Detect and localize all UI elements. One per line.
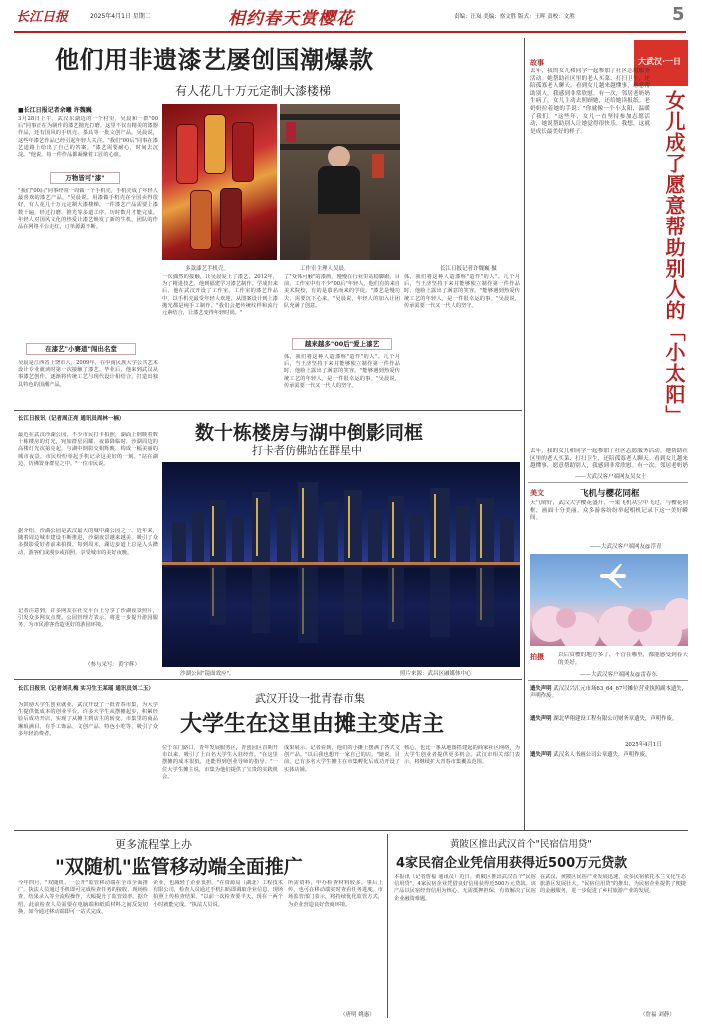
- editors-line: 责编：汪岚 美编：察文胜 版式：王晖 责校：文胜: [454, 14, 575, 20]
- article3-title: 大学生在这里由摊主变店主: [180, 712, 445, 737]
- section-title: 相约春天赏樱花: [228, 9, 354, 29]
- article5-credit: （詹福 刘静）: [640, 1012, 675, 1018]
- article1-subtitle: 有人花几十万元定制大漆楼梯: [175, 84, 332, 98]
- notice-2-text: 湖北华翔建设工程有限公司财务章遗失，声明作废。: [553, 716, 678, 722]
- mei-title: 飞机与樱花同框: [580, 489, 640, 499]
- article1-body-3: 吴晨是江西省上饶市人，2009年，在中南民族大学公共艺术设计专业就读时第一次接触了漆艺。毕业后，他来到武汉从事漆艺创作，逐渐将传统工艺与现代设计相结合，打造出独具特色的国潮产品。: [18, 360, 158, 388]
- photo3-credit: 照片来源：武昌区融媒体中心: [400, 671, 472, 677]
- article1-body-5: 了"众体可触"的漆画，慢慢在行业里站稳脚跟。目前，工作室中有不少"00后"年轻人，他们有的来自美术院校，有的是慕名而来的学徒。"漆艺是慢功夫，需要沉下心来。"吴晨说，年轻人的加入让团队充满了创意。: [284, 274, 400, 309]
- divider-a2: [14, 679, 522, 680]
- article2-body-1: 最近在武汉沙湖公园，不少市民打卡拍照，湖面上倒映着数十栋楼房的灯光，宛如群星闪耀。夜幕降临时，沙湖周边的高楼灯光次第亮起，与湖中倒影交相辉映，构成一幅美丽的城市夜景。市民纷纷举起手机记录这美好的一刻。"站在湖边，仿佛置身群星之中。"一位市民说。: [18, 432, 158, 467]
- article2-body-3: 记者注意到，许多网友在社交平台上分享了沙湖夜景照片，引发众多网友点赞。公园管理方表示，将进一步提升游园服务，为市民游客营造更好的游园环境。: [18, 608, 158, 629]
- photo-label: 拍摄: [530, 652, 544, 661]
- studio-owner-photo: [280, 104, 400, 260]
- article1-body-7: 体，我们将这种人造漆称"造作"的人"。几个月后，当王济坚持下来并能够独立制作第一件作品时，他脸上露出了满意的笑容。"能够遇到热爱传统工艺的年轻人，是一件很幸运的事。"吴晨说，传承需要一代又一代人的坚守。: [404, 274, 520, 309]
- notice-3-text: 武汉名人书画公司公章遗失，声明作废。: [553, 752, 651, 758]
- photo3-caption: 沙湖公园"镜面效应"。: [180, 671, 235, 677]
- notice-1-label: 遗失声明: [530, 686, 552, 692]
- article4-credit: （唐明 姚惠）: [340, 1012, 375, 1018]
- sidebar-divider: [524, 38, 525, 830]
- article3-body-3: 成果展示，记者看到，他们的小摊上摆满了各式文创产品。"以后我也想开一家自己的店。"她说。目前，已有多名大学生摊主在市集孵化后成功开设了实体店铺。: [284, 745, 400, 773]
- article4-title: "双随机"监管移动端全面推广: [55, 856, 303, 878]
- mei-body: 天气晴好，武汉大学樱花盛开，一架飞机从空中飞过，与樱花同框，画面十分美丽。众多游客纷纷举起相机记录下这一美好瞬间。: [530, 500, 688, 522]
- photo1-caption: 多款漆艺手机壳。: [185, 266, 230, 272]
- article5-body-1: 本报讯（记者詹福 通讯员）近日，黄陂区推出武汉首个"民宿信用贷"，4家民宿企业凭借良好信用获得近500万元贷款。该产品以民宿经营信用为核心，无需抵押担保，有效解决了民宿企业融资难题。: [394, 874, 536, 902]
- article1-byline: ■长江日报记者余曦 许魏巍: [18, 107, 92, 114]
- article4-body-3: 所需资料，申办检查材料较多。事后上传，也可在移动端实时查看任务进度。市场监管部门表示，将持续优化监管方式，为企业营造良好营商环境。: [288, 880, 383, 908]
- notice-date: 2025年4月1日: [625, 742, 662, 748]
- article5-title: 4家民宿企业凭信用获得近500万元贷款: [396, 856, 628, 871]
- sha-lake-night-photo: [162, 462, 520, 667]
- divider-a1: [14, 410, 522, 411]
- story-text: 去年，我的女儿和同学一起参加了社区志愿服务活动。她帮助社区里的老人买菜、打扫卫生，还陪孤寡老人聊天。看到女儿越来越懂事，愿意帮助别人，我感到非常欣慰。有一次，邻居老奶奶生病了，女儿主动去照顾她，还给她读报纸。老奶奶拉着她的手说："你就像一个小太阳，温暖了我们。"这些年，女儿一直坚持参加志愿活动，她说帮助别人让她觉得很快乐。我想，这就是成长最美好的样子。: [530, 68, 650, 135]
- article3-byline: 长江日报讯（记者刘孔梅 实习生王某瑶 通讯员刘二玉）: [18, 686, 154, 692]
- article3-kicker: 武汉开设一批青春市集: [255, 692, 365, 705]
- article2-body-2: 据介绍，沙湖公园是武汉最大的城中湖公园之一。近年来，随着周边城市建设不断推进，沙湖夜景越来越美，吸引了众多摄影爱好者前来拍摄。每到周末，湖边步道上总是人头攒动，游客们或漫步或拍照，享受城市的美好夜晚。: [18, 528, 158, 556]
- notice-2-label: 遗失声明: [530, 716, 552, 722]
- skyline-graphic: [162, 462, 520, 667]
- photo2-caption: 工作室主理人吴晨。: [300, 266, 350, 272]
- article2-subtitle: 打卡者仿佛站在群星中: [252, 444, 362, 457]
- page-number: 5: [672, 4, 685, 25]
- masthead: [0, 0, 702, 36]
- mei-credit: ——大武汉客户端网友@浮青: [590, 544, 662, 550]
- article3-body-4: 核心，也比一条从地图搭建起的商家社区网络，为大学生创业者提供更多机会。武汉市相关部门表示，将继续扩大青春市集覆盖范围。: [404, 745, 520, 766]
- sidebar-divider-2: [528, 482, 688, 483]
- lacquer-phonecases-photo: [162, 104, 277, 260]
- article2-byline: 长江日报讯（记者周正亮 通讯员周林一楠）: [18, 416, 125, 422]
- article4-kicker: 更多流程掌上办: [115, 838, 192, 851]
- article1-subhead-3: 越来越多"00后"爱上漆艺: [292, 338, 392, 350]
- cherry-blossom-plane-photo: [530, 554, 688, 646]
- sidebar-corner-label: 大武汉·一日: [638, 57, 682, 66]
- notice-3-label: 遗失声明: [530, 752, 552, 758]
- notice-1-text: 武汉汉兴汇元市场63_64_67号摊位营业执照副本遗失，声明作废。: [530, 686, 688, 700]
- article1-subhead-2: 在漆艺"小赛道"闯出名堂: [26, 343, 136, 355]
- article2-title: 数十栋楼房与湖中倒影同框: [195, 422, 424, 444]
- article1-title: 他们用非遗漆艺屡创国潮爆款: [55, 46, 374, 74]
- photo-credit-2: ——大武汉客户端网友@雷春东: [580, 672, 658, 678]
- article1-body-2: "我们"00后"同事经常一周做一个手机壳，手机壳成了年轻人最喜欢的漆艺产品。"吴晨说。用漆做手机壳在全国卖得很好，有人花几十万元定制大漆楼梯。一件漆艺产品需要上漆数十遍，经过打磨、推光等多道工序，历时数月才能完成。年轻人对国风文化的热爱让漆艺焕发了新的生机。团队的作品在网络平台走红，订单源源不断。: [18, 188, 158, 231]
- sidebar-feature-title: 女儿成了愿意帮助别人的「小太阳」: [662, 90, 686, 426]
- mei-label: 美文: [530, 488, 544, 497]
- masthead-rule: [14, 31, 686, 33]
- notice-1: [530, 686, 688, 701]
- masthead-logo: 长江日报: [16, 10, 69, 25]
- divider-a4: [387, 834, 388, 1018]
- sidebar-divider-3: [528, 680, 688, 681]
- article3-body-2: 位于东门路口，青年发展服务区，青创园区首期开市以来，吸引了上百名大学生入驻经营。"在这里摆摊的成本很低，还能得到创业导师的指导。"一位大学生摊主说，市集为他们提供了宝贵的实践机会。: [162, 745, 278, 780]
- photo-text: 以后赏樱的地方多了，不管在哪里，都能感受到春天的美好。: [558, 652, 688, 666]
- article5-kicker: 黄陂区推出武汉首个"民宿信用贷": [450, 839, 592, 850]
- masthead-date: 2025年4月1日 星期二: [90, 13, 151, 20]
- story-text-continued: 去年，我的女儿和同学一起参加了社区志愿服务活动。她帮助社区里的老人买菜、打扫卫生，还陪孤寡老人聊天。看到女儿越来越懂事，愿意帮助别人，我感到非常欣慰。有一次，邻居老奶奶: [530, 448, 688, 470]
- article5-body-2: 在武汉，黄陂区民宿产业发展迅速，众多民宿依托木兰文化生态旅游区发展壮大。"民宿信用贷"的推出，为民宿企业提供了便捷的金融服务，进一步促进了乡村旅游产业的发展。: [540, 874, 686, 895]
- article1-body-4: 一次偶然的接触，让吴晨爱上了漆艺。2012年，为了精进技艺，他到福建学习漆艺制作。学成归来后，他在武汉开设了工作室。工作室的漆艺作品中，以手机壳最受年轻人欢迎，从图案设计到上漆抛光都是纯手工制作。"我们会把传统纹样和流行元素结合，让漆艺变得年轻时尚。": [162, 274, 278, 317]
- story-credit: ——大武汉客户端网友吴女士: [575, 474, 647, 480]
- article3-body-1: 为鼓励大学生创业就业，武汉开设了一批青春市集，为大学生提供低成本的创业平台。许多大学生从摆摊起步，积累经验后成功开店，实现了从摊主到店主的转变。市集里的商品琳琅满目，有手工饰品、文创产品、特色小吃等，吸引了众多年轻消费者。: [18, 702, 158, 737]
- notice-2: [530, 716, 688, 723]
- article1-body-intro: 3月28日上午，武汉东湖边的一个村里，吴晨和一群"00后"同事正在为制作的漆艺抛光打磨。这里不仅有精美的漆器作品，还有国风的手机壳、茶具等一批文创产品。吴晨说，这些年漆艺作品已经引起年轻人关注。"我们"00后"同事在漆艺道路上给出了自己的答案。"漆艺需要耐心，时间去沉淀。"他说，每一件作品都凝聚着工匠的心血。: [18, 116, 158, 159]
- article2-credit: （参与采写：黄宇辉）: [85, 662, 141, 668]
- divider-a3: [14, 830, 688, 831]
- article1-body-6: 体，我们将这种人造漆称"造作"的人"。几个月后，当王济坚持下来并能够独立制作第一件作品时，他脸上露出了满意的笑容。"能够遇到热爱传统工艺的年轻人，是一件很幸运的事。"吴晨说，传承需要一代又一代人的坚守。: [284, 354, 400, 389]
- photo-credit: 长江日报记者许魏巍 摄: [440, 266, 497, 272]
- article4-body-2: 企业，也减轻了企业负担。"在资源局（湖北）工程技术有限公司，检查人员通过手机扫码即调取企业信息，现场拍照上传检查结果。"以前一次检查要半天，现在一两个小时就能完成。"执法人员说。: [153, 880, 283, 908]
- article4-body-1: 今年四月，"双随机、一公开"监管移动端在全市全面推广。执法人员通过手机即可完成检查任务的接收、现场检查、结果录入等全流程操作，大幅提升了监管效率。据介绍，此前检查人员需要在电脑端和纸质材料之间反复切换，如今通过移动端即可一站式完成。: [18, 880, 148, 915]
- story-label: 故事: [530, 58, 544, 67]
- article1-subhead-1: 万物皆可"漆": [50, 172, 120, 184]
- notice-3: [530, 752, 688, 759]
